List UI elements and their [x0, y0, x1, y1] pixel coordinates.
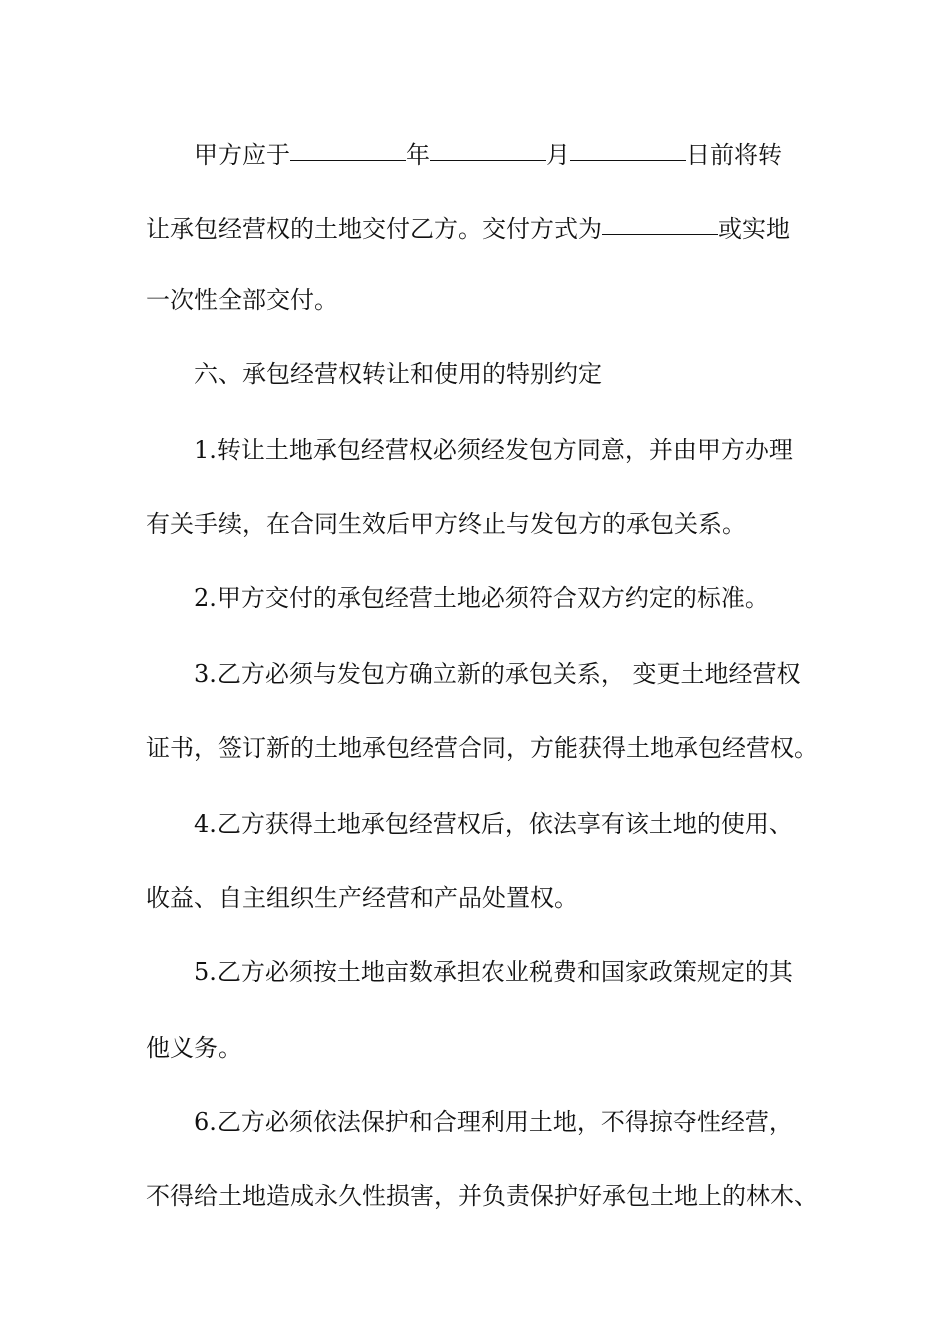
item5-line2: 他义务。 [146, 1034, 242, 1062]
delivery-date-suffix: 日前将转 [686, 141, 782, 169]
month-blank [430, 134, 546, 161]
delivery-method-line [0, 210, 950, 245]
month-label: 月 [546, 141, 570, 169]
delivery-date-line [0, 136, 950, 171]
delivery-method-suffix: 或实地 [718, 215, 790, 243]
item6-line2: 不得给土地造成永久性损害，并负责保护好承包土地上的林木、 [146, 1182, 818, 1210]
item3-line2: 证书，签订新的土地承包经营合同，方能获得土地承包经营权。 [146, 734, 818, 762]
section6-heading: 六、承包经营权转让和使用的特别约定 [194, 360, 602, 388]
delivery-method-prefix: 让承包经营权的土地交付乙方。交付方式为 [146, 215, 602, 243]
item6-line1: 6.乙方必须依法保护和合理利用土地，不得掠夺性经营， [194, 1108, 793, 1136]
item4-line1: 4.乙方获得土地承包经营权后，依法享有该土地的使用、 [194, 810, 793, 838]
year-blank [290, 134, 406, 161]
item1-line1: 1.转让土地承包经营权必须经发包方同意，并由甲方办理 [194, 436, 793, 464]
delivery-date-prefix: 甲方应于 [194, 141, 290, 169]
item3-line1: 3.乙方必须与发包方确立新的承包关系， 变更土地经营权 [194, 660, 801, 688]
year-label: 年 [406, 141, 430, 169]
day-blank [570, 134, 686, 161]
delivery-method-blank [602, 208, 718, 235]
item2-line1: 2.甲方交付的承包经营土地必须符合双方约定的标准。 [194, 584, 769, 612]
item1-line2: 有关手续，在合同生效后甲方终止与发包方的承包关系。 [146, 510, 746, 538]
item5-line1: 5.乙方必须按土地亩数承担农业税费和国家政策规定的其 [194, 958, 793, 986]
item4-line2: 收益、自主组织生产经营和产品处置权。 [146, 884, 578, 912]
delivery-completion-line: 一次性全部交付。 [146, 286, 338, 314]
